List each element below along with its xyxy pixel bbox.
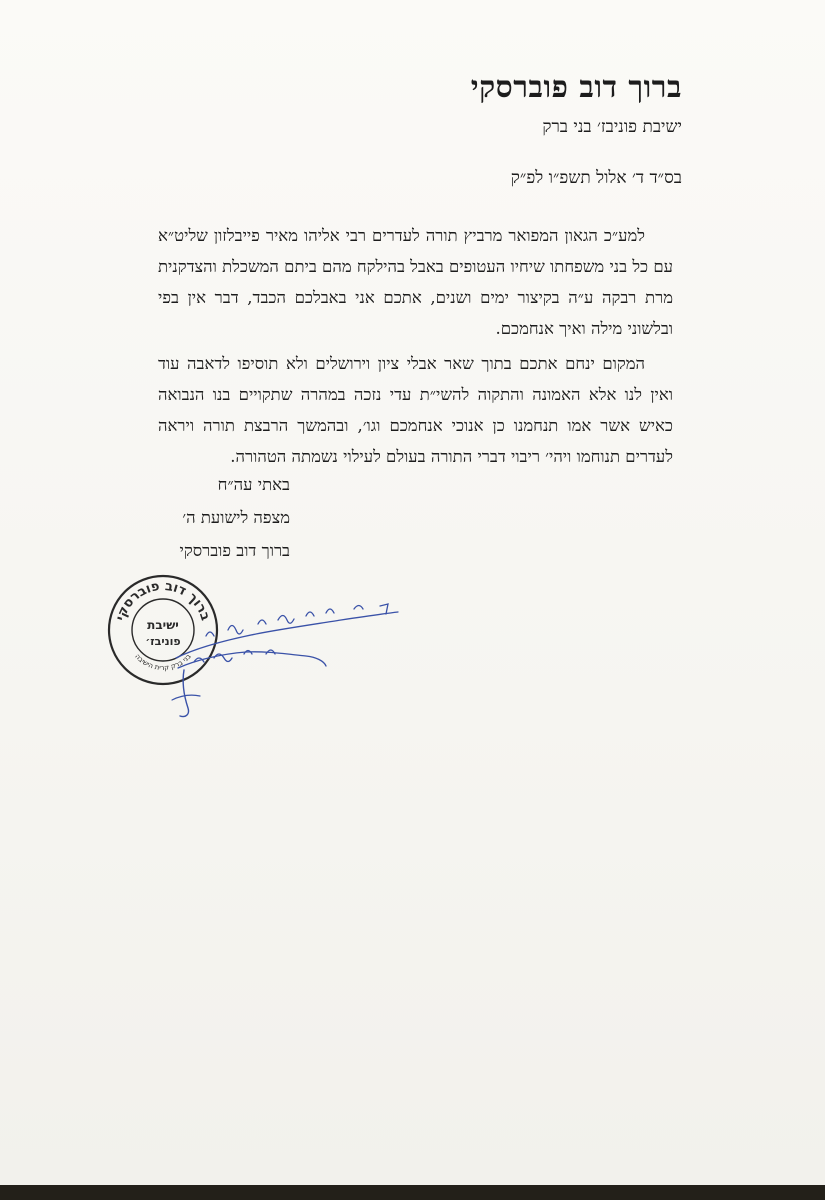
letterhead-institution: ישיבת פוניבז׳ בני ברק: [542, 117, 682, 137]
date-line: בס״ד ד׳ אלול תשפ״ו לפ״ק: [510, 168, 682, 188]
closing-line-1: באתי עה״ח: [217, 475, 290, 494]
body-paragraph-2: המקום ינחם אתכם בתוך שאר אבלי ציון וירושלים ולא תוסיפו לדאבה עוד ואין לנו אלא האמונה והתקוה להשי״ת עדי נזכה במהרה שתקויים בנו הנבואה כאיש אשר אמו תנחמנו כן אנוכי אנחמכם וגו׳, ובהמשך הרבצת תורה ויראה לעדרים תנוחמו ויהי׳ ריבוי דברי התורה בעולם לעילוי נשמתה הטהורה.: [158, 354, 673, 466]
stamp-outer-text: ברוך דוב פוברסקי: [113, 578, 213, 623]
letterhead-name: ברוך דוב פוברסקי: [470, 70, 682, 105]
closing-line-3: ברוך דוב פוברסקי: [179, 541, 290, 560]
letter-body: [158, 220, 673, 476]
stamp-center-line-2: פוניבז׳: [145, 635, 181, 648]
stamp-center-line-1: ישיבת: [147, 618, 179, 632]
closing-line-2: מצפה לישועת ה׳: [182, 508, 290, 527]
stamp-bottom-text: בני ברק קרית הישיבה: [133, 652, 193, 673]
body-paragraph-1: למע״כ הגאון המפואר מרביץ תורה לעדרים רבי אליהו מאיר פייבלזון שליט״א עם כל בני משפחתו שיחיו העטופים באבל בהילקח מהם ביתם המשכלת והצדקנית מרת רבקה ע״ה בקיצור ימים ושנים, אתכם אני באבלכם הכבד, דבר אין בפי ובלשוני מילה ואיך אנחמכם.: [157, 226, 673, 338]
handwritten-signature: [166, 596, 406, 726]
closing-block: [180, 468, 290, 567]
bottom-edge-strip: [0, 1185, 825, 1200]
